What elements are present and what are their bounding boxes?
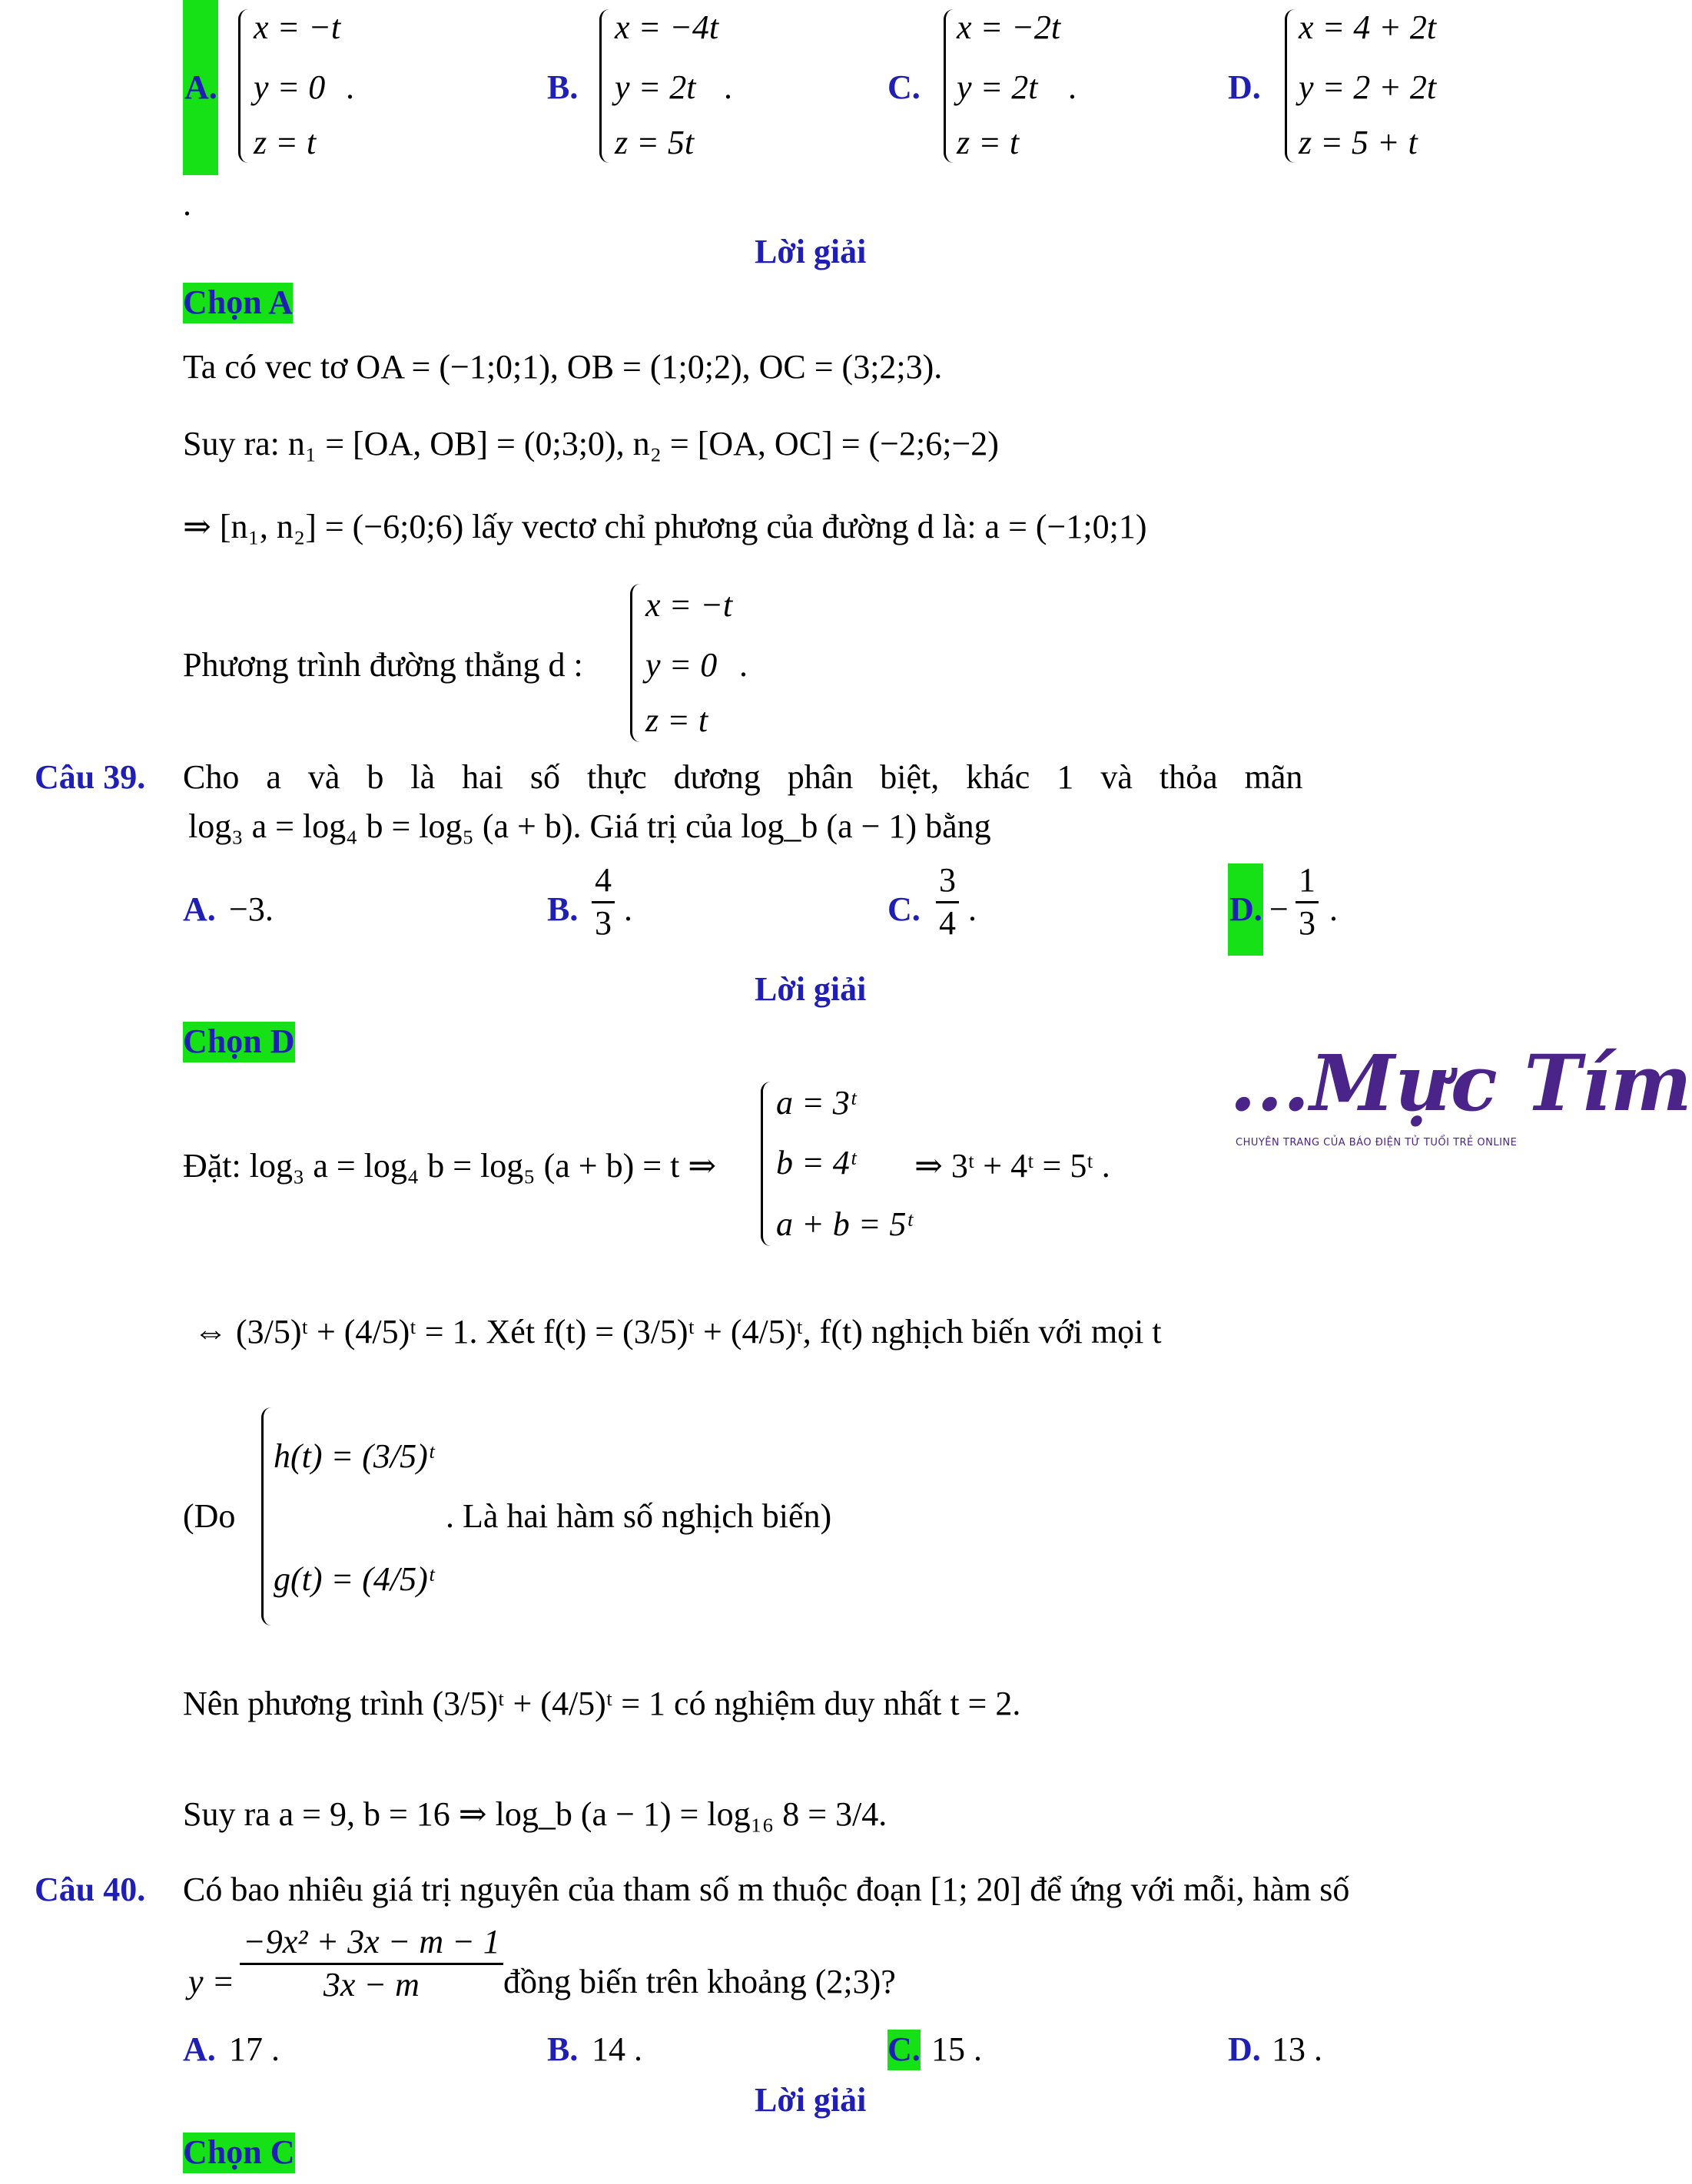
q39-do-g: g(t) = (4/5)ᵗ — [274, 1560, 434, 1598]
q39-dat-ab: a + b = 5ᵗ — [776, 1205, 912, 1243]
q40-text-line1: Có bao nhiêu giá trị nguyên của tham số m thuộc đoạn [1; 20] để ứng với mỗi, hàm số — [183, 1871, 1350, 1908]
q38-line-y: y = 0 — [645, 646, 718, 684]
q40-option-a-value: 17 . — [229, 2030, 280, 2068]
q39-text-line1: Cho a và b là hai số thực dương phân biệt, khác 1 và thỏa mãn — [183, 758, 1303, 796]
q39-d-sign: − — [1269, 890, 1289, 928]
q39-chosen-answer: Chọn D — [183, 1022, 295, 1062]
q38-solution-line3: ⇒ [n₁, n₂] = (−6;0;6) lấy vectơ chỉ phương của đường d là: a = (−1;0;1) — [183, 508, 1147, 545]
q38-a-dot: . — [346, 68, 354, 106]
q38-d-z: z = 5 + t — [1299, 124, 1418, 161]
q38-b-z: z = 5t — [615, 124, 695, 161]
logo-brand: ...Mực Tím — [1229, 1038, 1692, 1128]
q38-b-y: y = 2t — [615, 68, 696, 106]
q38-option-d-letter: D. — [1228, 68, 1261, 106]
q38-line-equation-system — [630, 584, 640, 742]
q40-option-b-value: 14 . — [592, 2030, 642, 2068]
q38-option-b-system — [599, 9, 609, 163]
q38-d-y: y = 2 + 2t — [1299, 68, 1437, 106]
q39-nen-line: Nên phương trình (3/5)ᵗ + (4/5)ᵗ = 1 có nghiệm duy nhất t = 2. — [183, 1685, 1021, 1722]
q38-c-z: z = t — [957, 124, 1020, 161]
q39-c-dot: . — [968, 890, 977, 928]
q39-do-label: (Do — [183, 1497, 236, 1535]
q39-dat-system — [761, 1082, 771, 1246]
q39-dat-a: a = 3ᵗ — [776, 1084, 856, 1122]
q38-solution-title: Lời giải — [755, 233, 867, 270]
q38-b-dot: . — [724, 68, 732, 106]
q39-solution-title: Lời giải — [755, 970, 867, 1008]
q39-do-h: h(t) = (3/5)ᵗ — [274, 1437, 434, 1475]
q38-a-x: x = −t — [254, 8, 341, 46]
q39-option-c-letter: C. — [887, 890, 921, 928]
q40-tail: đồng biến trên khoảng (2;3)? — [503, 1963, 896, 2000]
q38-option-d-system — [1285, 9, 1295, 163]
q40-option-a-letter: A. — [183, 2030, 216, 2068]
q40-numerator: −9x² + 3x − m − 1 — [240, 1922, 503, 1965]
q38-option-c-letter: C. — [887, 68, 921, 106]
q38-line-equation-label: Phương trình đường thẳng d : — [183, 646, 583, 684]
q40-solution-title: Lời giải — [755, 2081, 867, 2119]
q39-dat-line: Đặt: log₃ a = log₄ b = log₅ (a + b) = t ⇒ — [183, 1147, 717, 1185]
q39-option-b-fraction: $\frac{4}{3}$ — [592, 860, 615, 944]
q40-option-c-letter: C. — [887, 2030, 921, 2070]
q40-label: Câu 40. — [35, 1871, 146, 1908]
q40-option-d-value: 13 . — [1272, 2030, 1322, 2068]
q39-do-tail: . Là hai hàm số nghịch biến) — [446, 1497, 832, 1535]
trailing-dot: . — [183, 185, 191, 223]
q39-option-a-value: −3. — [229, 890, 274, 928]
q39-label: Câu 39. — [35, 758, 146, 796]
q38-b-x: x = −4t — [615, 8, 719, 46]
q38-line-z: z = t — [645, 701, 708, 739]
q38-solution-line2: Suy ra: n₁ = [OA, OB] = (0;3;0), n₂ = [OA, OC] = (−2;6;−2) — [183, 425, 999, 462]
q38-option-a-system — [238, 9, 248, 163]
q39-dat-result: ⇒ 3ᵗ + 4ᵗ = 5ᵗ . — [914, 1147, 1110, 1185]
logo-tagline: CHUYÊN TRANG CỦA BÁO ĐIỆN TỬ TUỔI TRẺ ONLINE — [1236, 1137, 1518, 1148]
q38-option-c-system — [944, 9, 954, 163]
q40-option-b-letter: B. — [547, 2030, 579, 2068]
q38-c-x: x = −2t — [957, 8, 1061, 46]
q40-option-d-letter: D. — [1228, 2030, 1261, 2068]
q40-chosen-answer: Chọn C — [183, 2133, 295, 2173]
q39-option-b-letter: B. — [547, 890, 579, 928]
q38-option-b-letter: B. — [547, 68, 579, 106]
q38-line-x: x = −t — [645, 586, 733, 624]
q40-y-label: y = — [188, 1963, 235, 2000]
q38-solution-line1: Ta có vec tơ OA = (−1;0;1), OB = (1;0;2), OC = (3;2;3). — [183, 348, 943, 386]
q39-option-d-fraction: $\frac{1}{3}$ — [1296, 860, 1319, 944]
q38-d-x: x = 4 + 2t — [1299, 8, 1437, 46]
q39-d-dot: . — [1329, 890, 1338, 928]
q39-equation-line: ⇔ (3/5)ᵗ + (4/5)ᵗ = 1. Xét f(t) = (3/5)ᵗ + (4/5)ᵗ, f(t) nghịch biến với mọi t — [194, 1313, 1162, 1351]
q38-chosen-answer: Chọn A — [183, 283, 293, 323]
q39-text-line2: log₃ a = log₄ b = log₅ (a + b). Giá trị của log_b (a − 1) bằng — [188, 807, 991, 845]
q38-option-a-letter: A. — [184, 68, 217, 106]
q38-c-dot: . — [1068, 68, 1077, 106]
q38-a-z: z = t — [254, 124, 317, 161]
q40-option-c-value: 15 . — [931, 2030, 982, 2068]
q40-denominator: 3x − m — [323, 1965, 420, 2003]
q39-b-dot: . — [624, 890, 632, 928]
q39-option-d-letter: D. — [1229, 890, 1262, 928]
q38-c-y: y = 2t — [957, 68, 1038, 106]
q39-dat-b: b = 4ᵗ — [776, 1144, 856, 1181]
q39-option-a-letter: A. — [183, 890, 216, 928]
q39-suy-line: Suy ra a = 9, b = 16 ⇒ log_b (a − 1) = log₁₆ 8 = 3/4. — [183, 1795, 887, 1833]
q39-do-system — [261, 1407, 271, 1626]
q39-option-c-fraction: $\frac{3}{4}$ — [936, 860, 959, 944]
q38-line-dot: . — [739, 646, 748, 684]
q38-a-y: y = 0 — [254, 68, 326, 106]
q40-function-fraction — [240, 1922, 503, 2006]
